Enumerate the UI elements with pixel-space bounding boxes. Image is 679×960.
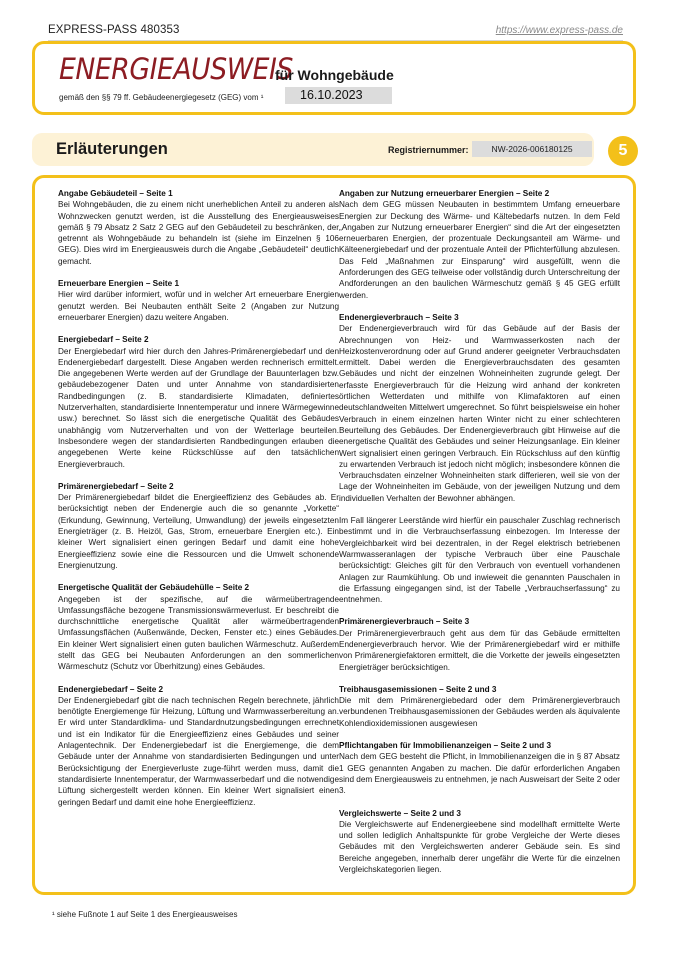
section-heading: Endenergieverbrauch – Seite 3 <box>339 312 459 322</box>
section-heading: Primärenergiebedarf – Seite 2 <box>58 481 174 491</box>
explanation-section <box>58 481 339 571</box>
explanation-section <box>58 684 339 808</box>
geg-date-field: 16.10.2023 <box>285 87 392 104</box>
section-heading: Angabe Gebäudeteil – Seite 1 <box>58 189 173 198</box>
section-paragraph: Der Primärenergieverbrauch geht aus dem für das Gebäude ermittelten Endenergieverbrauch hervor. Wie der Primärenergiebedarf wird er mithilfe von Primärenergiefaktoren ermittelt, die die Vorkette der jeweils eingesetzten Energieträger berücksichtigen. <box>339 628 620 672</box>
left-column <box>58 188 339 819</box>
section-bar <box>32 133 594 166</box>
section-paragraph: Nach dem GEG besteht die Pflicht, in Immobilienanzeigen die in § 87 Absatz 1 GEG genannten Angaben zu machen. Die dafür erforderlichen Angaben sind dem Energieausweis zu entnehmen, je nach Ausweisart der Seite 2 oder 3. <box>339 752 620 796</box>
section-paragraph: Der Primärenergiebedarf bildet die Energieeffizienz des Gebäudes ab. Er berücksichtigt neben der Endenergie auch die so genannte „Vorkette“ (Erkundung, Gewinnung, Verteilung, Umwandlung) der jeweils eingesetzten Energieträger (z. B. Heizöl, Gas, Strom, erneuerbare Energien etc.). Ein kleiner Wert signalisiert einen geringen Bedarf und damit eine hohe Energieeffizienz sowie eine die Ressourcen und die Umwelt schonende Energienutzung. <box>58 493 339 570</box>
section-paragraph: Angegeben ist der spezifische, auf die wärmeübertragende Umfassungsfläche bezogene Transmissionswärmeverlust. Er beschreibt die durchschnittliche energetische Qualität aller wärmeübertragenden Umfassungsflächen (Außenwände, Decken, Fenster etc.) eines Gebäudes. Ein kleiner Wert signalisiert einen guten baulichen Wärmeschutz. Außerdem stellt das GEG bei Neubauten Anforderungen an den sommerlichen Wärmeschutz (Schutz vor Überhitzung) eines Gebäudes. <box>58 594 339 672</box>
section-heading: Energiebedarf – Seite 2 <box>58 335 149 345</box>
section-paragraph: Der Endenergieverbrauch wird für das Gebäude auf der Basis der Abrechnungen von Heiz- und Warmwasserkosten nach der Heizkostenverordnung oder auf Grund anderer geeigneter Verbrauchsdaten ermittelt. Dabei werden die Energieverbrauchsdaten des gesamten Gebäudes und nicht der einzelnen Wohneinheiten zugrunde gelegt. Der erfasste Energieverbrauch für die Heizung wird anhand der konkreten örtlichen Wetterdaten und mithilfe von Klimafaktoren auf einen deutschlandweiten Mittelwert umgerechnet. So führt beispielsweise ein hoher Verbrauch in einem einzelnen harten Winter nicht zu einer schlechteren Beurteilung des Gebäudes. Der Endenergieverbrauch gibt Hinweise auf die energetische Qualität des Gebäudes und seiner Heizungsanlage. Ein kleiner Wert signalisiert einen geringen Verbrauch. Ein Rückschluss auf den künftig zu erwartenden Verbrauch ist jedoch nicht möglich; insbesondere können die Verbrauchsdaten einzelner Wohneinheiten stark differieren, weil sie von der Lage der Wohneinheiten im Gebäude, von der jeweiligen Nutzung und dem individuellen Verhalten der Bewohner abhängen. <box>339 324 620 503</box>
section-heading: Vergleichswerte – Seite 2 und 3 <box>339 808 461 818</box>
explanation-section <box>339 188 620 301</box>
section-title: Erläuterungen <box>56 140 168 158</box>
document-subtitle: für Wohngebäude <box>275 67 394 83</box>
section-heading: Erneuerbare Energien – Seite 1 <box>58 279 180 289</box>
explanation-section <box>339 684 620 729</box>
explanation-section <box>58 334 339 470</box>
section-heading: Treibhausgasemissionen – Seite 2 und 3 <box>339 684 497 694</box>
right-column <box>339 188 620 886</box>
section-paragraph: Im Fall längerer Leerstände wird hierfür ein pauschaler Zuschlag rechnerisch bestimmt und in die Verbrauchserfassung einbezogen. Im Interesse der Vergleichbarkeit wird bei dezentralen, in der Regel elektrisch betriebenen Warmwasseranlagen der typische Verbrauch über eine Pauschale berücksichtigt: Gleiches gilt für den Verbrauch von eventuell vorhandenen Anlagen zur Raumkühlung. Ob und inwieweit die genannten Pauschalen in die Erfassung eingegangen sind, ist der Tabelle „Verbrauchserfassung“ zu entnehmen. <box>339 516 620 605</box>
section-heading: Angaben zur Nutzung erneuerbarer Energien – Seite 2 <box>339 189 550 198</box>
footnote: ¹ siehe Fußnote 1 auf Seite 1 des Energieausweises <box>52 910 238 919</box>
explanation-section <box>58 582 339 672</box>
section-paragraph: Die mit dem Primärenergiebedard oder dem Primärenergieverbrauch verbundenen Treibhausgasemissionen der Gebäudes werden als äquivalente Kohlendioxidemissionen ausgewiesen <box>339 696 620 728</box>
document-title: ENERGIEAUSWEIS <box>59 52 293 86</box>
website-link[interactable]: https://www.express-pass.de <box>495 25 623 36</box>
legal-basis: gemäß den §§ 79 ff. Gebäudeenergiegesetz (GEG) vom ¹ <box>59 93 264 102</box>
section-paragraph: Bei Wohngebäuden, die zu einem nicht unerheblichen Anteil zu anderen als Wohnzwecken genutzt werden, ist die Ausstellung des Energieausweises gemäß § 79 Absatz 2 Satz 2 GEG auf den Gebäudeteil zu beschränken, der getrennt als Wohngebäude zu behandeln ist (siehe im Einzelnen § 106 GEG). Dies wird im Energieausweis durch die Angabe „Gebäudeteil“ deutlich gemacht. <box>58 200 339 266</box>
section-heading: Pflichtangaben für Immobilienanzeigen – Seite 2 und 3 <box>339 741 552 751</box>
registration-label: Registriernummer: <box>388 145 469 155</box>
explanation-section <box>58 188 339 267</box>
explanation-section <box>339 740 620 796</box>
section-paragraph: Hier wird darüber informiert, wofür und in welcher Art erneuerbare Energien genutzt werden. Bei Neubauten enthält Seite 2 (Angaben zur Nutzung erneuerbarer Energien) dazu weitere Angaben. <box>58 290 339 322</box>
explanation-section <box>339 616 620 672</box>
pass-id: EXPRESS-PASS 480353 <box>48 24 180 36</box>
section-heading: Primärenergieverbrauch – Seite 3 <box>339 617 470 627</box>
explanation-section <box>339 808 620 876</box>
page-number-badge: 5 <box>608 136 638 166</box>
section-paragraph: Der Endenergiebedarf gibt die nach technischen Regeln berechnete, jährlich benötigte Energiemenge für Heizung, Lüftung und Warmwasserbereitung an. Er wird unter Standardklima- und Standardnutzungsbedingungen errechnet und ist ein Indikator für die Energieeffizienz eines Gebäudes und seiner Anlagentechnik. Der Endenergiebedarf ist die Energiemenge, die dem Gebäude unter der Annahme von standardisierten Bedingungen und unter Berücksichtigung der Energieverluste zuge-führt werden muss, damit die standardisierte Innentemperatur, der Warmwasserbedarf und die notwendige Lüftung sichergestellt werden können. Ein kleiner Wert signalisiert einen geringen Bedarf und damit eine hohe Energieeffizienz. <box>58 695 339 807</box>
section-paragraph: Der Energiebedarf wird hier durch den Jahres-Primärenergiebedarf und den Endenergiebedarf dargestellt. Diese Angaben werden rechnerisch ermittelt. Die angegebenen Werte werden auf der Grundlage der Bauunterlagen bzw. gebäudebezogener Daten und unter Annahme von standardisierten Randbedingungen (z. B. standardisierte Klimadaten, definiertes Nutzerverhalten, standardisierte Innentemperatur und innere Wärmegewinne usw.) berechnet. So lässt sich die energetische Qualität des Gebäudes unabhängig vom Nutzerverhalten und von der Wetterlage beurteilen. Insbesondere wegen der standardisierten Randbedingungen erlauben die angegebenen Werte keine Rückschlüsse auf den tatsächlichen Energieverbrauch. <box>58 346 339 469</box>
section-heading: Energetische Qualität der Gebäudehülle – Seite 2 <box>58 583 250 593</box>
explanations-content <box>32 175 636 895</box>
document-header <box>32 41 636 115</box>
top-line <box>48 24 623 41</box>
section-heading: Endenergiebedarf – Seite 2 <box>58 684 164 694</box>
explanation-section <box>339 312 620 605</box>
section-paragraph: Nach dem GEG müssen Neubauten in bestimmtem Umfang erneuerbare Energien zur Deckung des Wärme- und Kältebedarfs nutzen. In dem Feld „Angaben zur Nutzung erneuerbarer Energien“ sind die Art der eingesetzten erneuerbaren Energien, der prozentuale Deckungsanteil am Wärme- und Kälteenergiebedarf und der prozentuale Anteil der Pflichterfüllung abzulesen. Das Feld „Maßnahmen zur Einsparung“ wird ausgefüllt, wenn die Anforderungen des GEG teilweise oder vollständig durch Unterschreitung der Andforderungen an den baulichen Wärmeschutz gemäß § 45 GEG erfüllt werden. <box>339 200 620 300</box>
section-paragraph: Die Vergleichswerte auf Endenergieebene sind modellhaft ermittelte Werte und sollen lediglich Anhaltspunkte für grobe Vergleiche der Werte dieses Gebäudes mit den Vergleichswerten anderer Gebäude sein. Es sind Bereiche angegeben, innerhalb derer ungefähr die Werte für die einzelnen Vergleichskategorien liegen. <box>339 819 620 875</box>
registration-number: NW-2026-006180125 <box>472 141 592 157</box>
explanation-section <box>58 278 339 323</box>
